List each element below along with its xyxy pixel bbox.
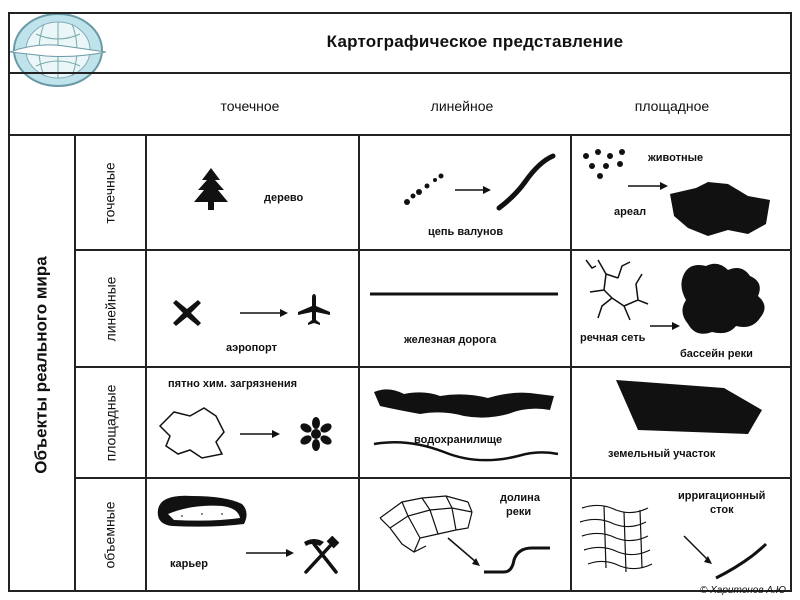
label-land-plot: земельный участок	[608, 448, 716, 460]
copyright: © Харитонов А.Ю	[699, 585, 786, 596]
label-railroad: железная дорога	[404, 334, 497, 346]
boulder-chain-illustration	[395, 152, 565, 214]
irrigation-illustration	[576, 492, 776, 584]
column-header-area: площадное	[634, 98, 710, 114]
reservoir-illustration	[368, 380, 563, 470]
label-boulder-chain: цепь валунов	[428, 226, 504, 238]
row-header-point: точечные	[102, 161, 119, 224]
globe-logo-icon	[6, 8, 112, 92]
side-label: Объекты реального мира	[32, 256, 52, 474]
land-plot-illustration	[612, 374, 772, 440]
label-airport: аэропорт	[226, 342, 277, 354]
asterisk-icon	[298, 416, 334, 452]
label-reservoir: водохранилище	[414, 434, 503, 446]
column-header-linear: линейное	[430, 98, 494, 114]
page-title: Картографическое представление	[326, 32, 624, 51]
quarry-illustration	[152, 490, 252, 532]
airport-arrow	[238, 306, 288, 320]
label-tree: дерево	[264, 192, 304, 204]
row-header-volume: объемные	[102, 500, 118, 569]
label-river-network: речная сеть	[580, 332, 646, 344]
railroad-line	[368, 290, 560, 298]
label-river-valley-1: долина	[500, 492, 540, 504]
label-irrigation-1: ирригационный	[678, 490, 766, 502]
tree-icon	[190, 168, 232, 212]
airplane-icon	[296, 292, 332, 328]
label-chemical-spill: пятно хим. загрязнения	[168, 378, 298, 390]
cross-icon	[170, 296, 204, 330]
row-header-linear: линейные	[102, 276, 119, 341]
label-quarry: карьер	[170, 558, 208, 570]
label-animals: животные	[648, 152, 704, 164]
label-river-basin: бассейн реки	[680, 348, 753, 360]
quarry-arrow	[244, 546, 294, 560]
row-header-area: площадные	[102, 384, 118, 461]
column-header-point: точечное	[220, 98, 280, 114]
label-irrigation-2: сток	[710, 504, 734, 516]
pickaxe-hammer-icon	[300, 536, 340, 576]
label-habitat: ареал	[614, 206, 647, 218]
label-river-valley-2: реки	[506, 506, 532, 518]
